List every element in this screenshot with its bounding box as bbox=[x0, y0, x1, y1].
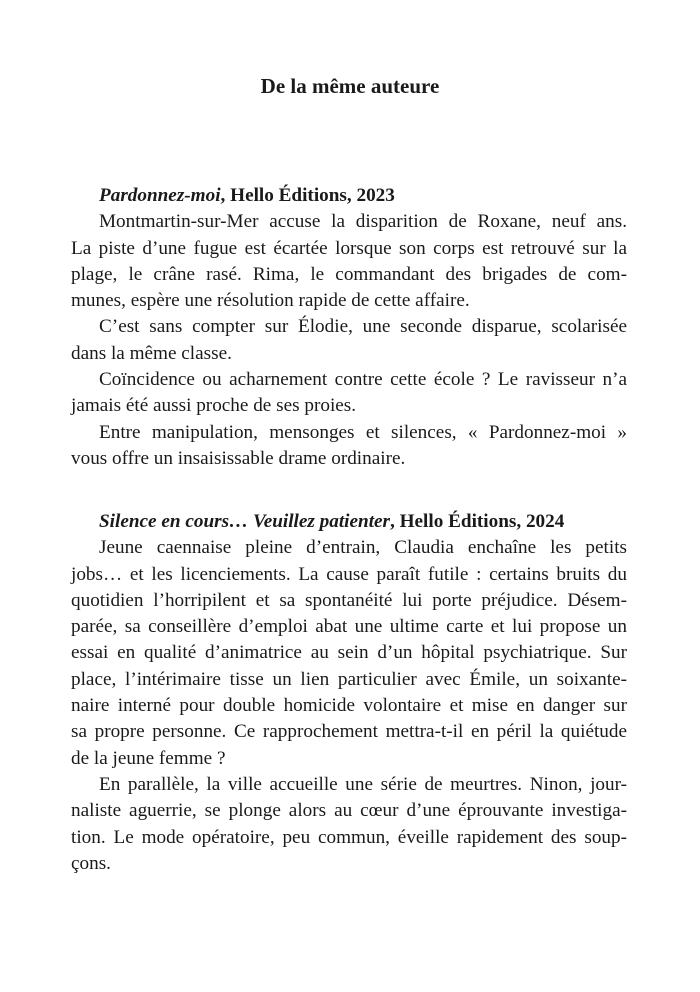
book-heading bbox=[71, 183, 627, 209]
text-line: sa propre personne. Ce rapprochement mettra-t-il en péril la quiétude bbox=[71, 721, 627, 743]
text-line: Entre manipulation, mensonges et silences, « Pardonnez-moi » bbox=[99, 421, 627, 443]
text-line: vous offre un insaisissable drame ordinaire. bbox=[71, 447, 406, 469]
book-entry bbox=[71, 509, 627, 877]
text-line: jamais été aussi proche de ses proies. bbox=[71, 395, 357, 417]
book-title: Silence en cours… Veuillez patienter bbox=[99, 511, 391, 532]
text-line: essai en qualité d’animatrice au sein d’un hôpital psychiatrique. Sur bbox=[71, 642, 627, 664]
text-line: tion. Le mode opératoire, peu commun, éveille rapidement des soup- bbox=[71, 826, 627, 848]
text-line: La piste d’une fugue est écartée lorsque son corps est retrouvé sur la bbox=[71, 237, 627, 259]
text-line: jobs… et les licenciements. La cause paraît futile : certains bruits du bbox=[71, 563, 627, 585]
text-line: Coïncidence ou acharnement contre cette école ? Le ravisseur n’a bbox=[99, 369, 627, 391]
text-line: dans la même classe. bbox=[71, 342, 232, 364]
text-line: naire interné pour double homicide volontaire et mise en danger sur bbox=[71, 695, 627, 717]
book-title: Pardonnez-moi bbox=[99, 185, 221, 206]
page-title: De la même auteure bbox=[260, 74, 440, 98]
text-line: En parallèle, la ville accueille une série de meurtres. Ninon, jour- bbox=[99, 773, 627, 795]
text-line: munes, espère une résolution rapide de cette affaire. bbox=[71, 290, 470, 312]
text-line: C’est sans compter sur Élodie, une seconde disparue, scolarisée bbox=[99, 316, 627, 338]
book-heading bbox=[71, 509, 627, 535]
book-entry bbox=[71, 183, 627, 472]
text-line: plage, le crâne rasé. Rima, le commandant des brigades de com- bbox=[71, 263, 627, 285]
text-line: Jeune caennaise pleine d’entrain, Claudia enchaîne les petits bbox=[99, 537, 627, 559]
text-line: quotidien l’horripilent et sa spontanéité lui porte préjudice. Désem- bbox=[71, 589, 627, 611]
book-publisher-year: , Hello Éditions, 2024 bbox=[390, 511, 565, 532]
text-line: de la jeune femme ? bbox=[71, 747, 226, 769]
text-line: Montmartin-sur-Mer accuse la disparition de Roxane, neuf ans. bbox=[99, 211, 627, 233]
text-line: parée, sa conseillère d’emploi abat une ultime carte et lui propose un bbox=[71, 616, 627, 638]
text-line: naliste aguerrie, se plonge alors au cœur d’une éprouvante investiga- bbox=[71, 800, 627, 822]
text-line: place, l’intérimaire tisse un lien particulier avec Émile, un soixante- bbox=[71, 668, 627, 690]
book-publisher-year: , Hello Éditions, 2023 bbox=[220, 185, 395, 206]
text-line: çons. bbox=[71, 852, 111, 874]
